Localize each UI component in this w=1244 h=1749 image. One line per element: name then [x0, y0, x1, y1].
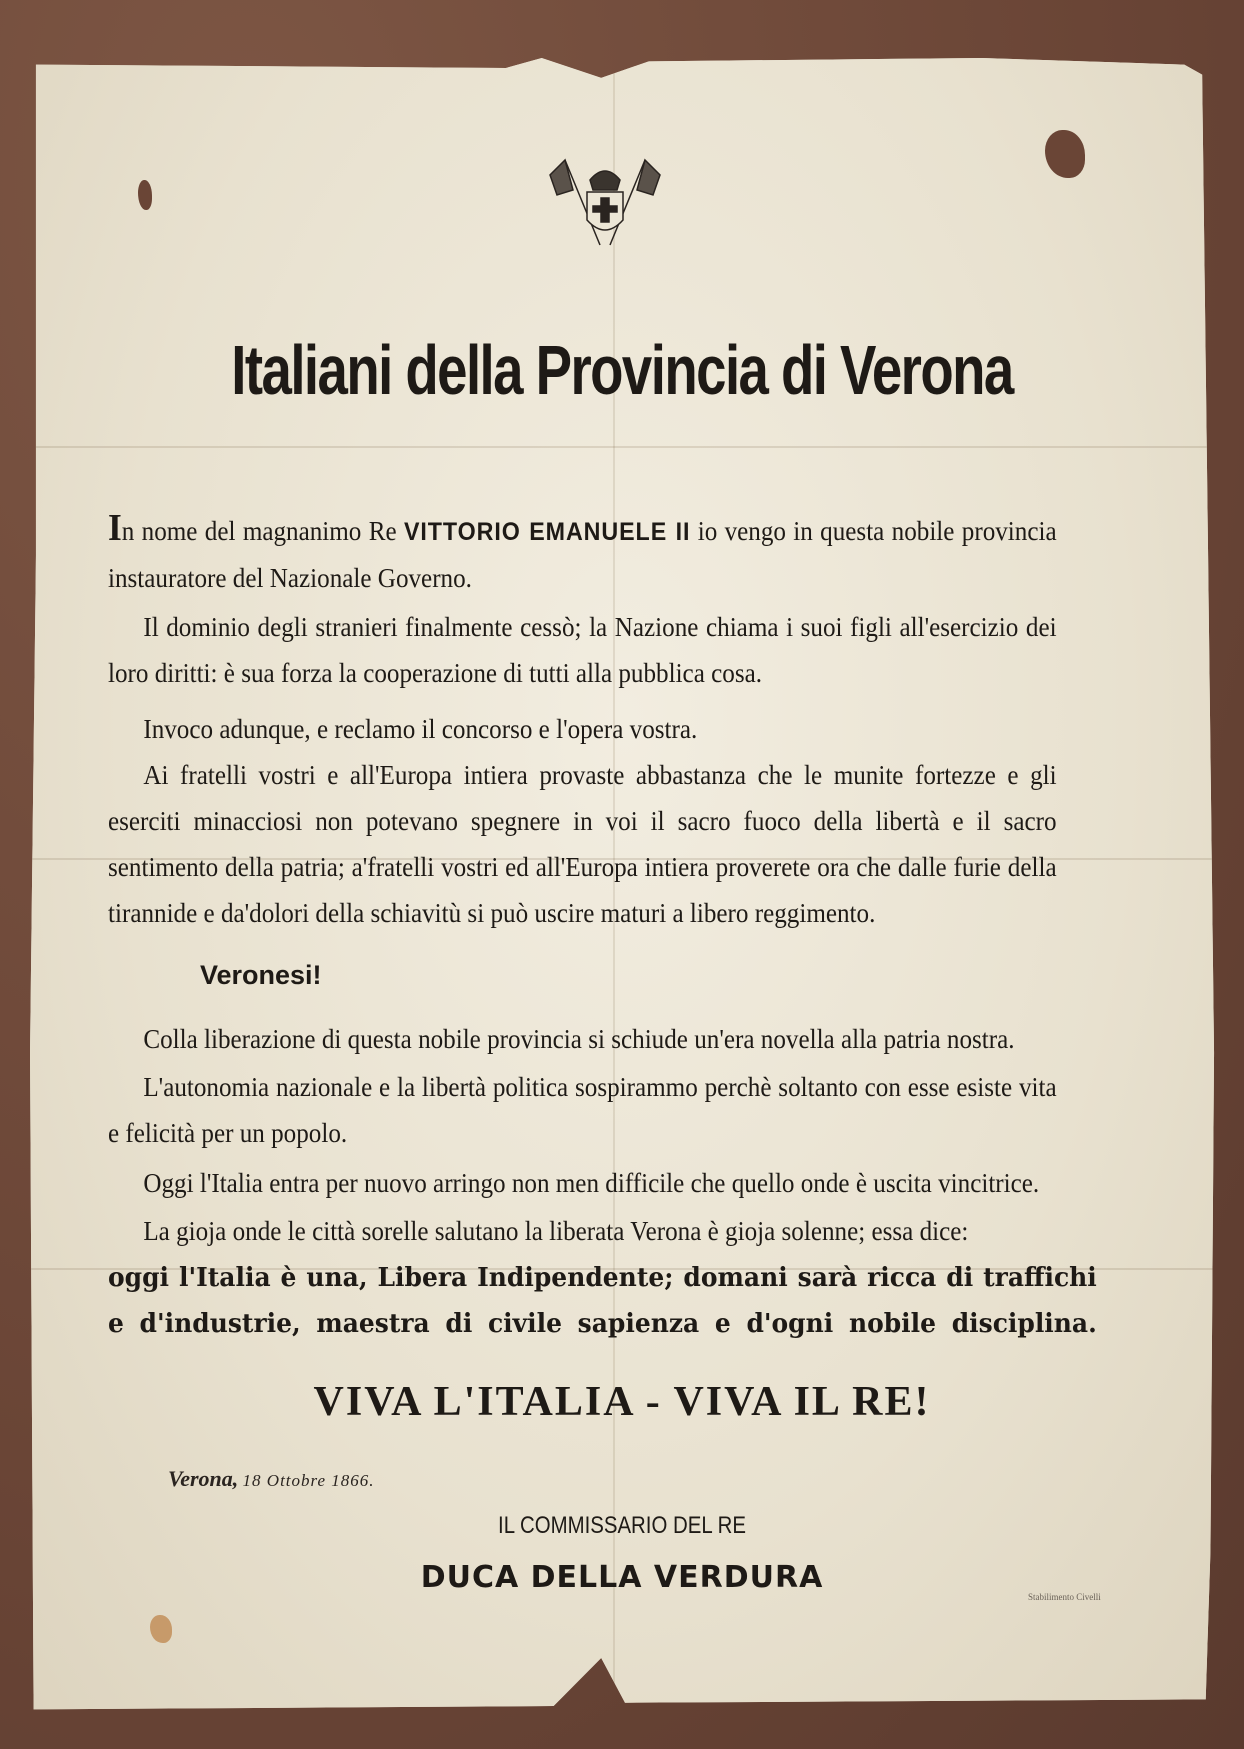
paragraph-intro — [108, 505, 1057, 601]
paragraph-gioja: La gioja onde le città sorelle salutano la liberata Verona è gioja solenne; essa dice: — [143, 1216, 969, 1246]
paragraph-liberazione: Colla liberazione di questa nobile provincia si schiude un'era novella alla patria nostra. — [143, 1024, 1015, 1054]
paragraph-invoco: Invoco adunque, e reclamo il concorso e l'opera vostra. — [143, 714, 698, 744]
page-title: Italiani della Provincia di Verona — [231, 331, 1013, 409]
printer-mark: Stabilimento Civelli — [1028, 1592, 1101, 1602]
veronesi-heading: Veronesi! — [200, 960, 322, 990]
paragraph-fratelli: Ai fratelli vostri e all'Europa intiera provaste abbastanza che le munite fortezze e gli eserciti minacciosi non potevano spegnere in voi il sacro fuoco della libertà e il sacro sentimento della patria; a'fratelli vostri ed all'Europa intiera proverete ora che dalle furie della tirannide e da'dolori della schiavitù si può uscire maturi a libero reggimento. — [108, 760, 1057, 928]
date-line — [168, 1466, 375, 1492]
savoy-coat-of-arms-icon — [545, 150, 665, 260]
paragraph-oggi: Oggi l'Italia entra per nuovo arringo non men difficile che quello onde è uscita vincitrice. — [143, 1168, 1040, 1198]
intro-text: n nome del magnanimo Re — [121, 516, 404, 546]
stain — [150, 1615, 172, 1643]
signatory-title: IL COMMISSARIO DEL RE — [498, 1512, 746, 1539]
viva-slogan: VIVA L'ITALIA - VIVA IL RE! — [313, 1379, 931, 1425]
paper-hole — [138, 180, 152, 210]
king-name: VITTORIO EMANUELE II — [403, 518, 691, 546]
date-city: Verona, — [168, 1466, 239, 1491]
fold-line — [30, 446, 1220, 448]
date-value: 18 Ottobre 1866. — [242, 1471, 375, 1490]
signatory-name: DUCA DELLA VERDURA — [420, 1560, 824, 1595]
drop-cap: I — [108, 507, 122, 549]
paragraph-autonomia: L'autonomia nazionale e la libertà politica sospirammo perchè soltanto con esse esiste vita e felicità per un popolo. — [108, 1072, 1057, 1148]
bold-declaration: oggi l'Italia è una, Libera Indipendente; domani sarà ricca di traffichi e d'industrie, maestra di civile sapienza e d'ogni nobile disciplina. — [108, 1263, 1097, 1339]
paragraph-dominion: Il dominio degli stranieri finalmente cessò; la Nazione chiama i suoi figli all'esercizio dei loro diritti: è sua forza la cooperazione di tutti alla pubblica cosa. — [108, 612, 1057, 688]
intro-text-end: io vengo in questa nobile provincia instauratore del Nazionale Governo. — [108, 516, 1057, 593]
